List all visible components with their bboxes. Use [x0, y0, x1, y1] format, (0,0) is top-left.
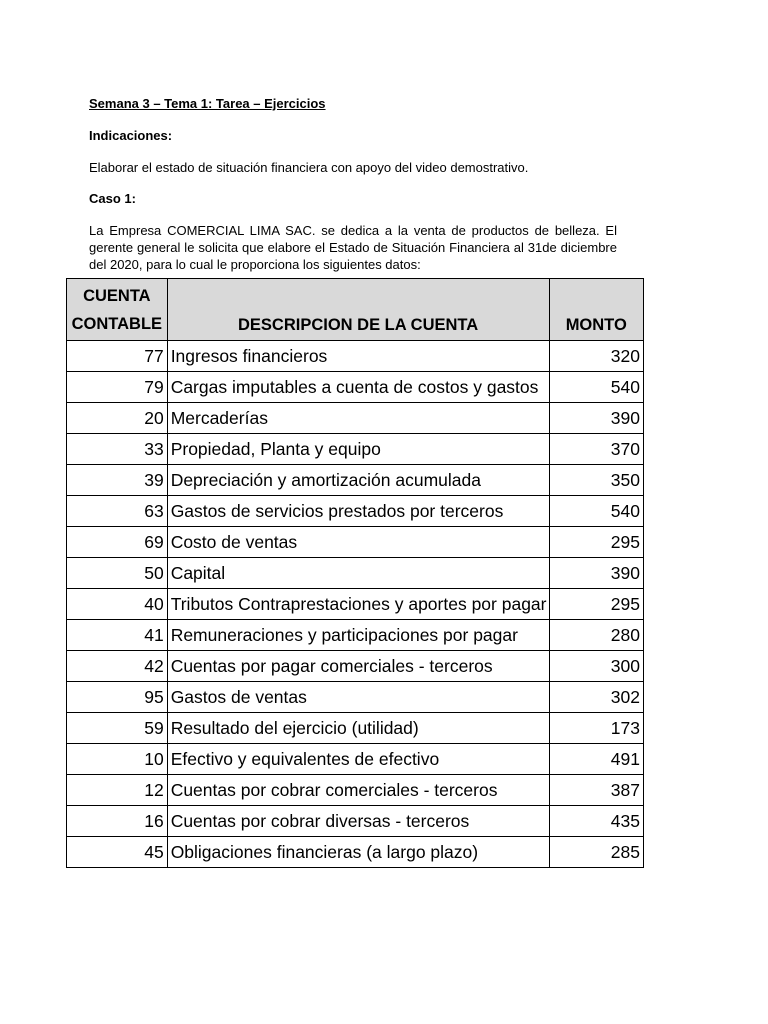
page-title: Semana 3 – Tema 1: Tarea – Ejercicios	[89, 96, 326, 111]
cell-monto: 285	[549, 837, 644, 868]
header-cuenta-contable	[67, 279, 168, 341]
cell-descripcion: Mercaderías	[167, 403, 549, 434]
cell-cuenta: 45	[67, 837, 168, 868]
cell-monto: 370	[549, 434, 644, 465]
table-row	[67, 496, 644, 527]
cell-descripcion: Propiedad, Planta y equipo	[167, 434, 549, 465]
header-descripcion: DESCRIPCION DE LA CUENTA	[167, 279, 549, 341]
accounts-table	[66, 278, 644, 868]
cell-descripcion: Cargas imputables a cuenta de costos y gastos	[167, 372, 549, 403]
table-row	[67, 403, 644, 434]
table-row	[67, 682, 644, 713]
indicaciones-text: Elaborar el estado de situación financiera con apoyo del video demostrativo.	[89, 160, 529, 175]
cell-cuenta: 12	[67, 775, 168, 806]
cell-monto: 173	[549, 713, 644, 744]
cell-monto: 540	[549, 372, 644, 403]
table-row	[67, 558, 644, 589]
cell-monto: 295	[549, 527, 644, 558]
cell-descripcion: Costo de ventas	[167, 527, 549, 558]
cell-monto: 387	[549, 775, 644, 806]
cell-descripcion: Capital	[167, 558, 549, 589]
cell-monto: 390	[549, 558, 644, 589]
cell-descripcion: Remuneraciones y participaciones por pagar	[167, 620, 549, 651]
table-row	[67, 527, 644, 558]
cell-monto: 350	[549, 465, 644, 496]
table-row	[67, 372, 644, 403]
cell-cuenta: 69	[67, 527, 168, 558]
table-row	[67, 837, 644, 868]
cell-monto: 295	[549, 589, 644, 620]
table-row	[67, 806, 644, 837]
header-monto: MONTO	[549, 279, 644, 341]
cell-cuenta: 63	[67, 496, 168, 527]
cell-descripcion: Resultado del ejercicio (utilidad)	[167, 713, 549, 744]
table-row	[67, 744, 644, 775]
table-row	[67, 465, 644, 496]
cell-cuenta: 10	[67, 744, 168, 775]
cell-cuenta: 39	[67, 465, 168, 496]
table-row	[67, 341, 644, 372]
cell-cuenta: 59	[67, 713, 168, 744]
cell-cuenta: 16	[67, 806, 168, 837]
cell-cuenta: 40	[67, 589, 168, 620]
table-row	[67, 713, 644, 744]
cell-cuenta: 20	[67, 403, 168, 434]
cell-monto: 390	[549, 403, 644, 434]
header-cuenta-line1: CUENTA	[83, 286, 151, 305]
cell-monto: 302	[549, 682, 644, 713]
cell-descripcion: Tributos Contraprestaciones y aportes por pagar	[167, 589, 549, 620]
table-body	[67, 341, 644, 868]
cell-descripcion: Obligaciones financieras (a largo plazo)	[167, 837, 549, 868]
caso-text: La Empresa COMERCIAL LIMA SAC. se dedica a la venta de productos de belleza. El gerente general le solicita que elabore el Estado de Situación Financiera al 31de diciembre del 2020, para lo cual le proporciona los siguientes datos:	[89, 223, 617, 272]
cell-monto: 491	[549, 744, 644, 775]
cell-descripcion: Gastos de ventas	[167, 682, 549, 713]
cell-monto: 300	[549, 651, 644, 682]
cell-cuenta: 50	[67, 558, 168, 589]
table-row	[67, 620, 644, 651]
cell-monto: 320	[549, 341, 644, 372]
cell-cuenta: 95	[67, 682, 168, 713]
cell-descripcion: Cuentas por pagar comerciales - terceros	[167, 651, 549, 682]
table-row	[67, 651, 644, 682]
cell-descripcion: Efectivo y equivalentes de efectivo	[167, 744, 549, 775]
cell-cuenta: 42	[67, 651, 168, 682]
cell-monto: 540	[549, 496, 644, 527]
header-cuenta-line2: CONTABLE	[71, 314, 163, 333]
table-row	[67, 434, 644, 465]
table-row	[67, 775, 644, 806]
cell-monto: 435	[549, 806, 644, 837]
caso-label: Caso 1:	[89, 191, 136, 206]
cell-descripcion: Gastos de servicios prestados por terceros	[167, 496, 549, 527]
cell-descripcion: Ingresos financieros	[167, 341, 549, 372]
accounts-table-container	[66, 278, 644, 874]
cell-monto: 280	[549, 620, 644, 651]
cell-descripcion: Cuentas por cobrar diversas - terceros	[167, 806, 549, 837]
indicaciones-label: Indicaciones:	[89, 128, 173, 143]
table-row	[67, 589, 644, 620]
cell-cuenta: 33	[67, 434, 168, 465]
cell-descripcion: Cuentas por cobrar comerciales - terceros	[167, 775, 549, 806]
table-header-row	[67, 279, 644, 341]
cell-cuenta: 79	[67, 372, 168, 403]
cell-cuenta: 77	[67, 341, 168, 372]
cell-cuenta: 41	[67, 620, 168, 651]
cell-descripcion: Depreciación y amortización acumulada	[167, 465, 549, 496]
